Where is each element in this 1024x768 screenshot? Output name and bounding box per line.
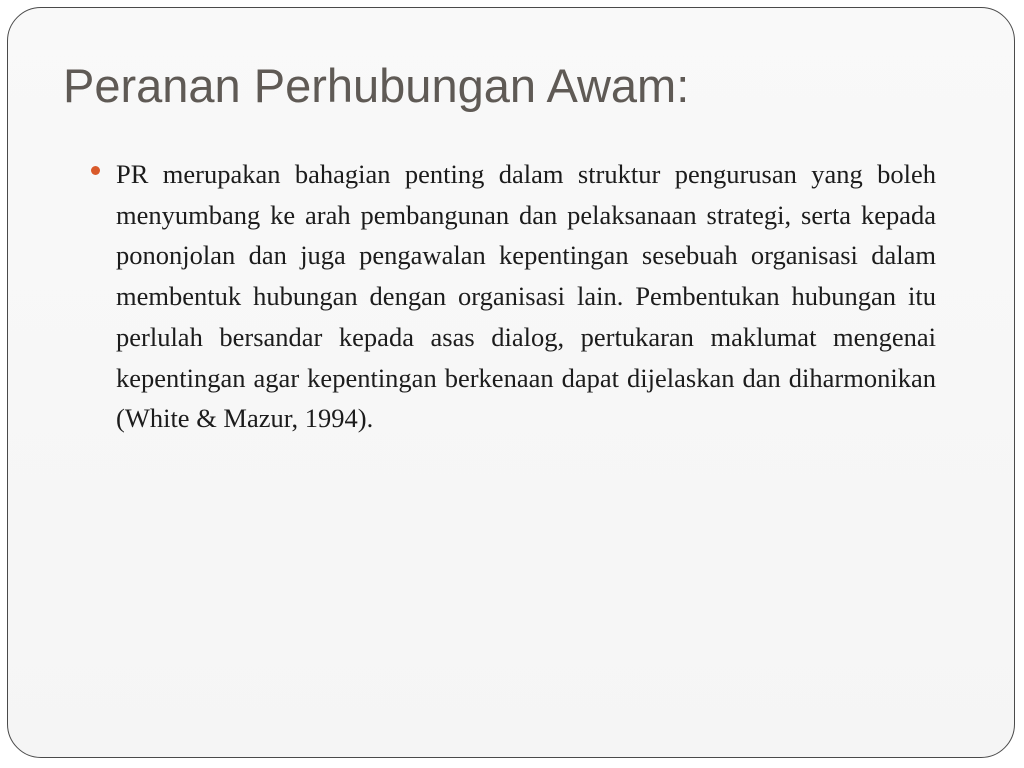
- bullet-dot-icon: [91, 166, 100, 175]
- slide-title: Peranan Perhubungan Awam:: [63, 59, 690, 112]
- bullet-text: PR merupakan bahagian penting dalam struktur pengurusan yang boleh menyumbang ke arah pembangunan dan pelaksanaan strategi, serta kepada pononjolan dan juga pengawalan kepentingan sesebuah organisasi dalam membentuk hubungan dengan organisasi lain. Pembentukan hubungan itu perlulah bersandar kepada asas dialog, pertukaran maklumat mengenai kepentingan agar kepentingan berkenaan dapat dijelaskan dan diharmonikan (White & Mazur, 1994).: [116, 159, 936, 434]
- bullet-list: [91, 154, 936, 439]
- bullet-item: [91, 154, 936, 439]
- slide-frame: [7, 7, 1015, 758]
